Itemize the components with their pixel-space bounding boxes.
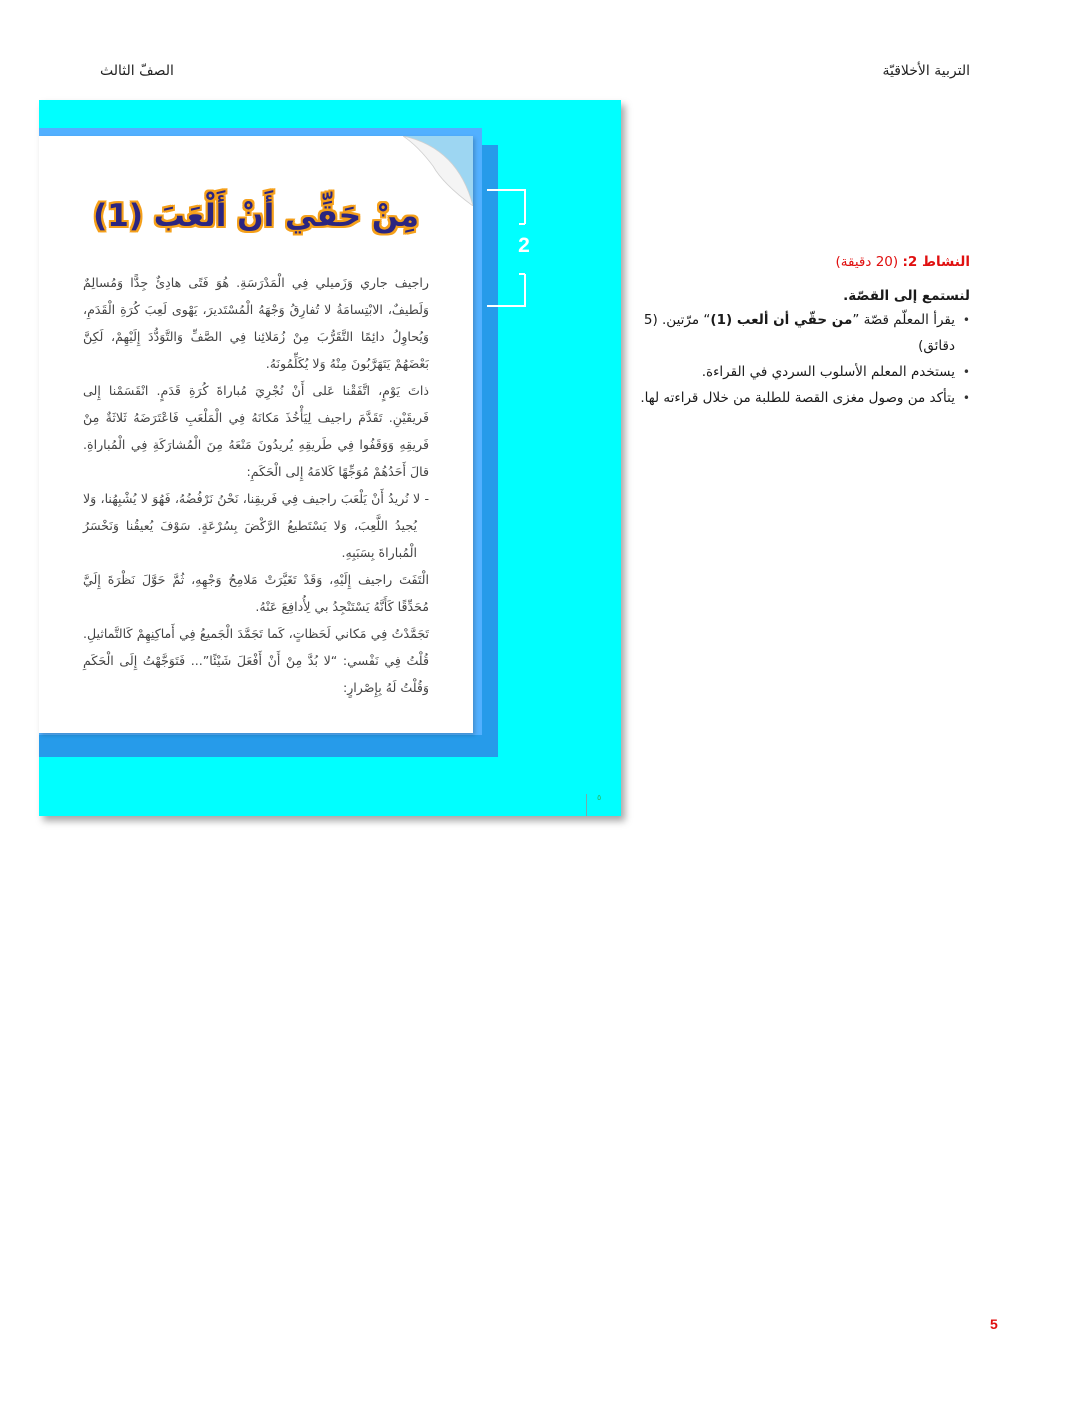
page-divider: [586, 794, 587, 816]
story-paragraph: - لا نُريدُ أَنْ يَلْعَبَ راجيف فِي فَريقِنا، نَحْنُ نَرْفُضُهُ، فَهُوَ لا يُشْبِهُنا، وَلا يُجيدُ اللَّعِبَ، وَلا يَسْتَطيعُ الرَّكْضَ بِسُرْعَةٍ. سَوْفَ يُعيقُنا وَنَخْسَرُ الْمُباراةَ بِسَبَبِهِ.: [83, 491, 429, 560]
story-paragraph: راجيف جاري وَزَميلي فِي الْمَدْرَسَةِ. هُوَ فَتًى هادِئٌ جِدًّا وَمُسالِمٌ وَلَطيفٌ، الابْتِسامَةُ لا تُفارِقُ وَجْهَهُ الْمُسْتَديرَ، يَهْوى لَعِبَ كُرَةِ الْقَدَمِ، وَيُحاوِلُ دائِمًا التَّقَرُّبَ مِنْ زُمَلائِنا فِي الصَّفِّ وَالتَّوَدُّدَ إِلَيْهِمْ، لَكِنَّ بَعْضَهُمْ يَتَهَرَّبُونَ مِنْهُ وَلا يُكَلِّمُونَهُ.: [83, 275, 429, 371]
item-text: يقرأ المعلّم قصّة ”: [852, 312, 955, 328]
story-title: مِنْ حَقِّي أَنْ أَلْعَبَ (1): [93, 198, 419, 234]
list-item: • يستخدم المعلم الأسلوب السردي في القراءة.: [640, 359, 970, 385]
activity-duration: (20 دقيقة): [835, 254, 899, 270]
story-paragraph: تَجَمَّدْتُ فِي مَكاني لَحَظاتٍ، كَما تَجَمَّدَ الْجَميعُ فِي أَماكِنِهِمْ كَالتَّماثيلِ. قُلْتُ فِي نَفْسي: “لا بُدَّ مِنْ أَنْ أَفْعَلَ شَيْئًا”... فَتَوَجَّهْتُ إِلَى الْحَكَمِ وَقُلْتُ لَهُ بِإِصْرارٍ:: [83, 626, 429, 695]
thumbnail-page-number: ٥: [597, 793, 602, 802]
story-paragraph: الْتَفَتَ راجيف إِلَيْهِ، وَقَدْ تَغَيَّرَتْ مَلامِحُ وَجْهِهِ، ثُمَّ حَوَّلَ نَظْرَةَ إِلَيَّ مُحَدِّقًا كَأَنَّهُ يَسْتَنْجِدُ بي لِأُدافِعَ عَنْهُ.: [83, 572, 429, 614]
grade-header: الصفّ الثالث: [100, 63, 174, 79]
story-page-thumbnail: [39, 100, 621, 816]
story-name: من حقّي أن ألعب (1): [710, 312, 853, 328]
story-text: [83, 269, 429, 701]
activity-subtitle: لنستمع إلى القصّة.: [843, 288, 970, 304]
activity-panel: [640, 254, 970, 411]
activity-title: [640, 254, 970, 270]
item-text: “ مرّتين. (5 دقائق): [643, 312, 955, 354]
page-curl-icon: [403, 136, 473, 206]
page-number: 5: [990, 1316, 998, 1332]
subject-header: التربية الأخلاقيّة: [882, 63, 970, 79]
story-paragraph: ذاتَ يَوْمٍ، اتَّفَقْنا عَلى أَنْ نُجْرِيَ مُباراةَ كُرَةِ قَدَمٍ. انْقَسَمْنا إِلى فَريقَيْنِ. تَقَدَّمَ راجيف لِيَأْخُذَ مَكانَهُ فِي الْمَلْعَبِ فَاعْتَرَضَهُ ثَلاثَةٌ مِنْ فَريقِهِ وَوَقَفُوا فِي طَريقِهِ يُريدُونَ مَنْعَهُ مِنَ الْمُشارَكَةِ فِي الْمُباراةِ. قالَ أَحَدُهُمْ مُوَجِّهًا كَلامَهُ إِلى الْحَكَمِ:: [83, 383, 429, 479]
section-number: 2: [518, 234, 530, 257]
activity-label: النشاط 2:: [902, 254, 970, 270]
list-item: • يتأكد من وصول مغزى القصة للطلبة من خلال قراءته لها.: [640, 385, 970, 411]
list-item: [640, 307, 970, 359]
activity-list: [640, 307, 970, 411]
story-card: [39, 136, 473, 733]
